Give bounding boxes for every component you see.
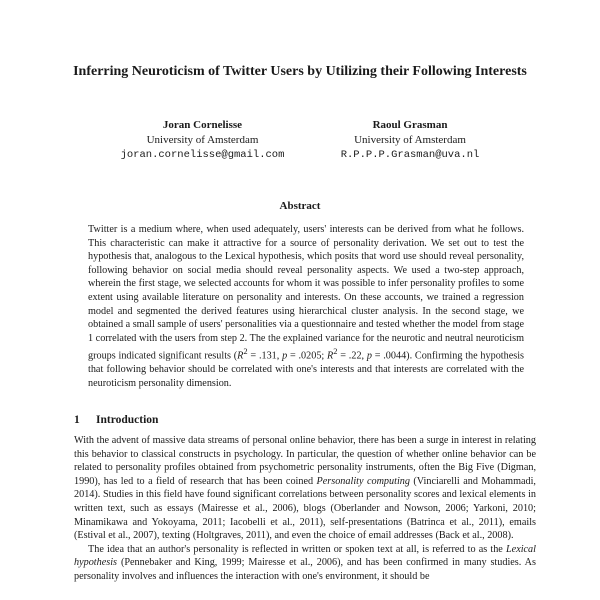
author-block-1 <box>100 118 305 163</box>
intro-text: With the advent of massive data streams of personal online behavior, there has been a surge in interest in relating this behavior to classical constructs in psychology. In particular, the question of whether online behavior can be related to personality profiles obtained from psychometric personality instruments, often the Big Five (Digman, 1990), has led to a field of research that has been coined <box>74 435 536 487</box>
author-name: Joran Cornelisse <box>162 119 243 131</box>
intro-paragraph-1 <box>74 434 536 543</box>
superscript-2: 2 <box>333 346 338 357</box>
intro-text: The idea that an author's personality is reflected in written or spoken text at all, is referred to as the <box>88 543 506 555</box>
abstract-stat: = .131, <box>247 350 283 362</box>
paper-title: Inferring Neuroticism of Twitter Users by Utilizing their Following Interests <box>73 64 527 79</box>
superscript-2: 2 <box>243 346 248 357</box>
abstract-stat: = .22, <box>337 350 367 362</box>
intro-emphasis: Lexical hypothesis <box>74 543 536 569</box>
author-email: R.P.P.P.Grasman@uva.nl <box>340 149 480 161</box>
intro-text: (Pennebaker and King, 1999; Mairesse et al., 2006), and has been confirmed in many studies. As personality involves and influences the interaction with one's environment, it should be <box>74 557 536 582</box>
p-symbol: p <box>282 350 288 362</box>
intro-emphasis: Personality computing <box>316 475 410 487</box>
author-name: Raoul Grasman <box>372 119 448 131</box>
intro-text: (Vinciarelli and Mohammadi, 2014). Studies in this field have found significant correlations between personality scores and lexical elements in written text, such as essays (Mairesse et al., 2006), blogs (Oberlander and Nowson, 2006; Yarkoni, 2010; Minamikawa and Yokoyama, 2011; Iacobelli et al., 2011), self-presentations (Batrinca et al., 2011), emails (Estival et al., 2007), texting (Holtgraves, 2011), and even the choice of email addresses (Back et al., 2008). <box>74 475 536 542</box>
p-symbol: p <box>366 350 372 362</box>
section-heading <box>74 414 158 426</box>
abstract-text-part-2: = .0044). Confirming the hypothesis that following behavior should be correlated with one's interests and that interests are correlated with the neuroticism personality dimension. <box>88 350 525 389</box>
abstract-text <box>88 223 524 391</box>
section-title: Introduction <box>96 414 159 426</box>
r-squared-symbol: R <box>327 350 334 362</box>
author-affiliation: University of Amsterdam <box>354 134 466 146</box>
r-squared-symbol: R <box>237 350 244 362</box>
abstract-text-part-1: Twitter is a medium where, when used adequately, users' interests can be derived from what he follows. This characteristic can make it attractive for a source of personality derivation. We set out to test the hypothesis that, analogous to the Lexical hypothesis, which posits that word use should reveal personality, following behavior on social media should reveal personality aspects. We used a two-step approach, wherein the first stage, we selected accounts for whom it was possible to infer personality profiles to some extent using available literature on personality and interests. On these accounts, we trained a regression model and segmented the derived features using hierarchical cluster analysis. In the second stage, we obtained a small sample of users' personalities via a questionnaire and tested whether the model from stage 1 correlated with the users from step 2. The the explained variance for the neurotic and neutral neuroticism groups indicated significant results ( <box>88 224 524 362</box>
intro-paragraph-2 <box>74 543 536 584</box>
author-affiliation: University of Amsterdam <box>146 134 259 146</box>
author-block-2 <box>305 118 515 163</box>
abstract-heading: Abstract <box>279 200 321 212</box>
section-number: 1 <box>74 414 80 426</box>
abstract-stat: = .0205; <box>287 350 328 362</box>
author-email: joran.cornelisse@gmail.com <box>120 149 285 161</box>
introduction-body <box>74 434 536 584</box>
